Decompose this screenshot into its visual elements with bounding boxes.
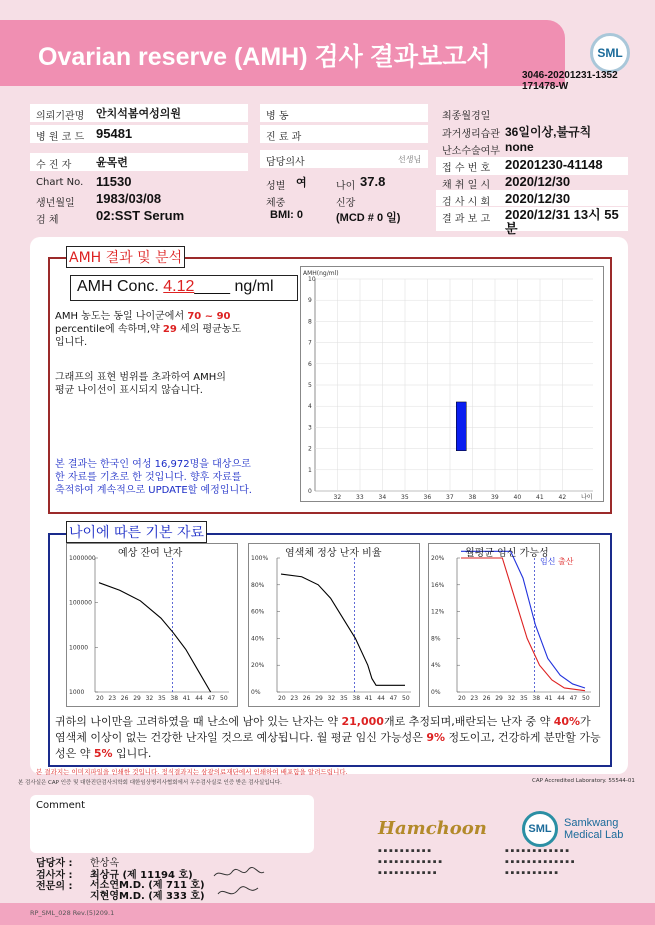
specimen-value: 02:SST Serum (96, 208, 185, 223)
report-label: 결 과 보 고 (442, 214, 491, 225)
eggs-x-tick: 47 (207, 695, 216, 702)
pregnancy-legend: 임신 출산 (540, 557, 574, 566)
eggs-x-tick: 44 (195, 695, 203, 702)
amh-range-note: 그래프의 표현 범위를 초과하여 AMH의 평균 나이선이 표시되지 않습니다. (55, 372, 226, 396)
pregnancy-x-tick: 50 (582, 695, 590, 702)
hospital-code-value: 95481 (96, 126, 133, 141)
amh-y-tick: 2 (308, 445, 312, 453)
pregnancy-y-tick: 16% (431, 581, 445, 589)
chart-no-value: 11530 (96, 174, 132, 189)
amh-x-tick: 41 (536, 494, 544, 501)
eggs-x-tick: 35 (158, 695, 166, 702)
eggs-x-tick: 29 (133, 695, 141, 702)
eggs-chart-frame (66, 543, 238, 707)
sex-label: 성별 (266, 181, 286, 192)
test-date-value: 2020/12/30 (505, 191, 571, 206)
print-notice: 본 결과지는 이미지파일을 인쇄한 것입니다. 정식결과지는 삼광의료재단에서 인쇄하여 배포함을 알려드립니다. (36, 768, 348, 776)
eggs-x-tick: 23 (108, 695, 117, 702)
eggs-x-tick: 38 (170, 695, 179, 702)
eggs-x-tick: 32 (145, 695, 154, 702)
surgery-label: 난소수술여부 (442, 146, 500, 157)
amh-x-tick: 40 (513, 494, 522, 501)
amh-x-tick: 39 (491, 494, 499, 501)
surgery-value: none (505, 140, 534, 154)
specimen-label: 검 체 (36, 215, 59, 226)
chromosome-y-tick: 0% (251, 689, 261, 696)
basis-section-title: 나이에 따른 기본 자료 (66, 521, 207, 543)
amh-y-tick: 9 (308, 297, 312, 305)
report-id: 3046-20201231-1352 171478-W (522, 70, 618, 92)
amh-percentile-text: AMH 농도는 동일 나이군에서 70 ~ 90 percentile에 속하며,약 29 세의 평균농도 입니다. (55, 311, 242, 348)
chromosome-y-tick: 40% (251, 635, 265, 643)
amh-x-tick: 34 (378, 494, 387, 501)
chromosome-y-tick: 80% (251, 581, 265, 589)
collection-label: 채 취 일 시 (442, 180, 491, 191)
sml-logo-icon: SML (590, 33, 630, 73)
amh-y-tick: 8 (308, 318, 312, 326)
report-header (0, 20, 565, 86)
chromosome-x-tick: 32 (327, 695, 336, 702)
chromosome-x-tick: 50 (402, 695, 410, 702)
report-title: Ovarian reserve (AMH) 검사 결과보고서 (38, 43, 491, 71)
pregnancy-x-tick: 35 (520, 695, 528, 702)
amh-y-tick: 0 (308, 488, 312, 495)
amh-range-bar (456, 402, 466, 451)
recipient-label: 수 진 자 (36, 160, 72, 171)
chromosome-y-tick: 20% (251, 662, 265, 670)
eggs-chart-title: 예상 잔여 난자 (118, 548, 183, 559)
institution-value: 안치석봄여성의원 (96, 108, 182, 120)
specialist-label: 전문의 : (36, 881, 73, 892)
pregnancy-x-tick: 26 (482, 695, 491, 702)
age-label: 나이 (336, 181, 356, 192)
chromosome-chart (249, 544, 419, 706)
menstrual-value: 36일이상,불규칙 (505, 125, 592, 139)
height-label: 신장 (336, 198, 356, 209)
institution-label: 의뢰기관명 (36, 111, 85, 122)
amh-value: 4.12 (163, 278, 195, 295)
amh-y-tick: 4 (308, 403, 312, 411)
pregnancy-x-tick: 32 (507, 695, 516, 702)
report-value: 2020/12/31 13시 55 분 (505, 207, 619, 236)
pregnancy-x-tick: 23 (470, 695, 479, 702)
chromosome-series-line (281, 574, 405, 685)
examiner-value: 최상규 (제 11194 호) (90, 870, 193, 881)
chart-no-label: Chart No. (36, 177, 84, 188)
eggs-x-tick: 20 (96, 695, 104, 702)
amh-x-tick: 37 (446, 494, 454, 501)
age-value: 37.8 (360, 174, 386, 189)
amh-y-tick: 5 (308, 382, 312, 389)
eggs-x-tick: 26 (120, 695, 129, 702)
birth-value: 1983/03/08 (96, 191, 162, 206)
sml-address: ▪ ▪ ▪ ▪ ▪ ▪ ▪ ▪ ▪ ▪ ▪ ▪ ▪ ▪ ▪ ▪ ▪ ▪ ▪ ▪ ▪ ▪ ▪ ▪ ▪ ▪ ▪ ▪ ▪ ▪ ▪ ▪ ▪ ▪ ▪ (505, 848, 575, 876)
pregnancy-y-tick: 4% (431, 662, 441, 670)
chromosome-x-tick: 29 (315, 695, 323, 702)
amh-y-tick: 3 (308, 424, 312, 432)
eggs-y-tick: 100000 (69, 599, 92, 607)
sml-logo-2-icon: SML (522, 811, 558, 847)
amh-x-tick: 36 (423, 494, 432, 501)
pregnancy-x-tick: 41 (544, 695, 553, 702)
chromosome-x-tick: 44 (377, 695, 385, 702)
amh-section-title: AMH 결과 및 분석 (66, 246, 185, 268)
menstrual-label: 과거생리습관 (442, 129, 500, 140)
specialist-value-1: 서소연M.D. (제 711 호) (90, 880, 205, 891)
amh-data-note: 본 결과는 한국인 여성 16,972명을 대상으로 한 자료를 기초로 한 것입니다. 향후 자료를 축적하여 계속적으로 UPDATE할 예정입니다. (55, 459, 252, 496)
eggs-y-tick: 1000 (69, 689, 85, 696)
form-code: RP_SML_028 Rev.(5)209.1 (30, 909, 115, 917)
pregnancy-chart-title: 월평균 임신 가능성 (465, 548, 549, 559)
amh-y-tick: 6 (308, 360, 312, 368)
pregnancy-series-line (461, 551, 585, 688)
eggs-series-line (99, 583, 211, 692)
collection-value: 2020/12/30 (505, 174, 571, 189)
eggs-x-tick: 41 (182, 695, 191, 702)
chromosome-x-tick: 47 (389, 695, 398, 702)
cap-accreditation: CAP Accredited Laboratory. 55544-01 (532, 778, 635, 784)
cap-notice: 본 검사실은 CAP 인증 및 대한진단검사의학회 대한임상병리사협회에서 우수검사실로 인증 받은 검사실입니다. (18, 780, 282, 786)
doctor-label: 담당의사 (266, 157, 305, 168)
amh-x-tick: 33 (356, 494, 364, 501)
hamchoon-logo: Hamchoon (378, 818, 487, 839)
eggs-chart (67, 544, 237, 706)
lmp-label: 최종월경일 (442, 111, 491, 122)
chromosome-y-tick: 60% (251, 608, 265, 616)
chromosome-x-tick: 26 (302, 695, 311, 702)
chromosome-x-tick: 23 (290, 695, 299, 702)
handwritten-signature-icon (212, 866, 268, 902)
pregnancy-x-tick: 47 (569, 695, 578, 702)
test-date-label: 검 사 시 회 (442, 197, 491, 208)
pregnancy-chart (429, 544, 599, 706)
accession-value: 20201230-41148 (505, 157, 603, 172)
chromosome-x-tick: 35 (340, 695, 348, 702)
bmi-value: BMI: 0 (270, 209, 303, 221)
sml-name: Samkwang Medical Lab (564, 817, 624, 841)
hospital-code-label: 병 원 코 드 (36, 132, 85, 143)
pregnancy-x-tick: 29 (495, 695, 503, 702)
amh-x-tick: 38 (468, 494, 477, 501)
amh-y-tick: 7 (308, 339, 312, 347)
chromosome-y-tick: 100% (251, 555, 269, 562)
amh-y-tick: 1 (308, 466, 312, 474)
ward-label: 병 동 (266, 111, 289, 122)
accession-label: 접 수 번 호 (442, 163, 491, 174)
head-label: 담당자 : (36, 858, 73, 869)
chromosome-x-tick: 38 (352, 695, 361, 702)
pregnancy-x-tick: 38 (532, 695, 541, 702)
pregnancy-y-tick: 20% (431, 555, 445, 562)
chromosome-x-tick: 20 (278, 695, 286, 702)
amh-x-axis-label: 나이 (581, 494, 593, 501)
specialist-value-2: 지현영M.D. (제 333 호) (90, 891, 205, 902)
amh-y-tick: 10 (308, 276, 316, 283)
hamchoon-address: ▪ ▪ ▪ ▪ ▪ ▪ ▪ ▪ ▪ ▪ ▪ ▪ ▪ ▪ ▪ ▪ ▪ ▪ ▪ ▪ ▪ ▪ ▪ ▪ ▪ ▪ ▪ ▪ ▪ ▪ ▪ ▪ ▪ (378, 848, 442, 876)
pregnancy-x-tick: 44 (557, 695, 565, 702)
sex-value: 여 (296, 177, 307, 189)
pregnancy-y-tick: 0% (431, 689, 441, 696)
amh-y-axis-label: AMH(ng/ml) (303, 270, 339, 277)
basis-summary: 귀하의 나이만을 고려하였을 때 난소에 남아 있는 난자는 약 21,000개로 추정되며,배란되는 난자 중 약 40%가 염색체 이상이 없는 건강한 난자일 것으로 예상됩니다. 월 평균 임신 가능성은 9% 정도이고, 건강하게 분만할 가능성은 약 5% 입니다. (55, 715, 601, 760)
pregnancy-x-tick: 20 (458, 695, 466, 702)
doctor-suffix: 선생님 (398, 155, 422, 164)
amh-x-tick: 42 (558, 494, 567, 501)
eggs-y-tick: 1000000 (69, 555, 96, 562)
amh-concentration-box: AMH Conc. 4.12____ ng/ml (70, 275, 298, 301)
comment-label: Comment (36, 800, 85, 811)
amh-chart (301, 267, 603, 501)
pregnancy-y-tick: 8% (431, 635, 441, 643)
eggs-y-tick: 10000 (69, 644, 89, 652)
chromosome-chart-title: 염색체 정상 난자 비율 (285, 548, 382, 559)
birth-label: 생년월일 (36, 198, 75, 209)
pregnancy-chart-frame (428, 543, 600, 707)
chromosome-x-tick: 41 (364, 695, 373, 702)
amh-chart-frame (300, 266, 604, 502)
weight-label: 체중 (266, 198, 286, 209)
recipient-value: 윤목련 (96, 157, 128, 169)
department-label: 진 료 과 (266, 132, 302, 143)
eggs-x-tick: 50 (220, 695, 228, 702)
mcd-value: (MCD # 0 일) (336, 212, 401, 224)
pregnancy-y-tick: 12% (431, 608, 445, 616)
amh-x-tick: 32 (333, 494, 342, 501)
head-value: 한상옥 (90, 858, 119, 869)
chromosome-chart-frame (248, 543, 420, 707)
amh-x-tick: 35 (401, 494, 409, 501)
examiner-label: 검사자 : (36, 870, 73, 881)
